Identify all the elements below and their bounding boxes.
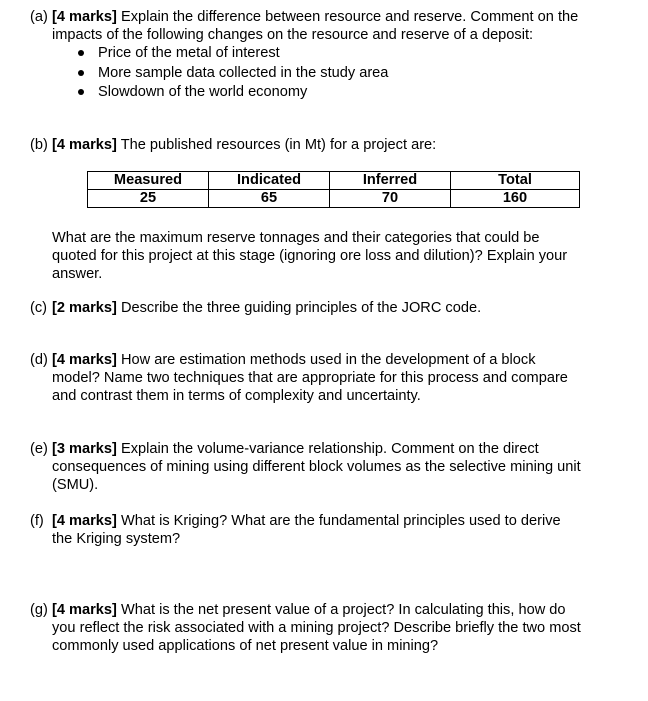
question-c [30,299,630,317]
table-cell: 65 [209,190,330,208]
question-d [30,351,630,405]
question-d-text-3: and contrast them in terms of complexity and uncertainty. [52,388,421,404]
question-g-text-1: What is the net present value of a project? In calculating this, how do [116,602,566,618]
table-cell: 160 [451,190,580,208]
question-b-followup-1: What are the maximum reserve tonnages and their categories that could be [52,230,540,246]
question-e-label: (e) [30,441,48,457]
question-a-text-1: Explain the difference between resource and reserve. Comment on the [116,9,579,25]
question-c-marks: [2 marks] [52,300,117,316]
question-d-label: (d) [30,352,48,368]
question-g-text-2: you reflect the risk associated with a mining project? Describe briefly the two most [52,620,581,636]
question-f-text-2: the Kriging system? [52,531,181,547]
question-b-followup-2: quoted for this project at this stage (ignoring ore loss and dilution)? Explain your [52,248,568,264]
question-e [30,440,630,494]
resource-table [87,171,580,208]
question-g-marks: [4 marks] [52,602,117,618]
table-header-cell: Indicated [209,172,330,190]
question-g [30,601,630,655]
question-f-text-1: What is Kriging? What are the fundamental principles used to derive [116,513,561,529]
question-b [30,136,630,154]
question-g-text-3: commonly used applications of net present value in mining? [52,638,439,654]
question-d-text-1: How are estimation methods used in the development of a block [116,352,536,368]
question-g-label: (g) [30,602,48,618]
question-f-marks: [4 marks] [52,513,117,529]
question-a-bullet-list [78,44,388,103]
bullet-item: Slowdown of the world economy [78,83,388,103]
question-c-label: (c) [30,300,48,316]
table-header-row [88,172,580,190]
question-e-text-1: Explain the volume-variance relationship. Comment on the direct [116,441,539,457]
question-b-marks: [4 marks] [52,137,117,153]
table-cell: 70 [330,190,451,208]
table-row [88,190,580,208]
question-e-marks: [3 marks] [52,441,117,457]
question-b-followup-3: answer. [52,266,103,282]
question-b-label: (b) [30,137,48,153]
question-a-text-2: impacts of the following changes on the resource and reserve of a deposit: [52,27,534,43]
question-d-marks: [4 marks] [52,352,117,368]
question-d-text-2: model? Name two techniques that are appropriate for this process and compare [52,370,568,386]
question-b-text: The published resources (in Mt) for a project are: [116,137,437,153]
question-f-label: (f) [30,513,44,529]
bullet-item: Price of the metal of interest [78,44,388,64]
table-cell: 25 [88,190,209,208]
question-b-followup [52,229,612,283]
question-a-marks: [4 marks] [52,9,117,25]
table-header-cell: Inferred [330,172,451,190]
bullet-item: More sample data collected in the study area [78,64,388,84]
question-c-text: Describe the three guiding principles of the JORC code. [116,300,482,316]
question-e-text-3: (SMU). [52,477,99,493]
question-a-label: (a) [30,9,48,25]
question-e-text-2: consequences of mining using different block volumes as the selective mining unit [52,459,581,475]
table-header-cell: Total [451,172,580,190]
table-header-cell: Measured [88,172,209,190]
question-f [30,512,630,548]
question-a [30,8,630,44]
